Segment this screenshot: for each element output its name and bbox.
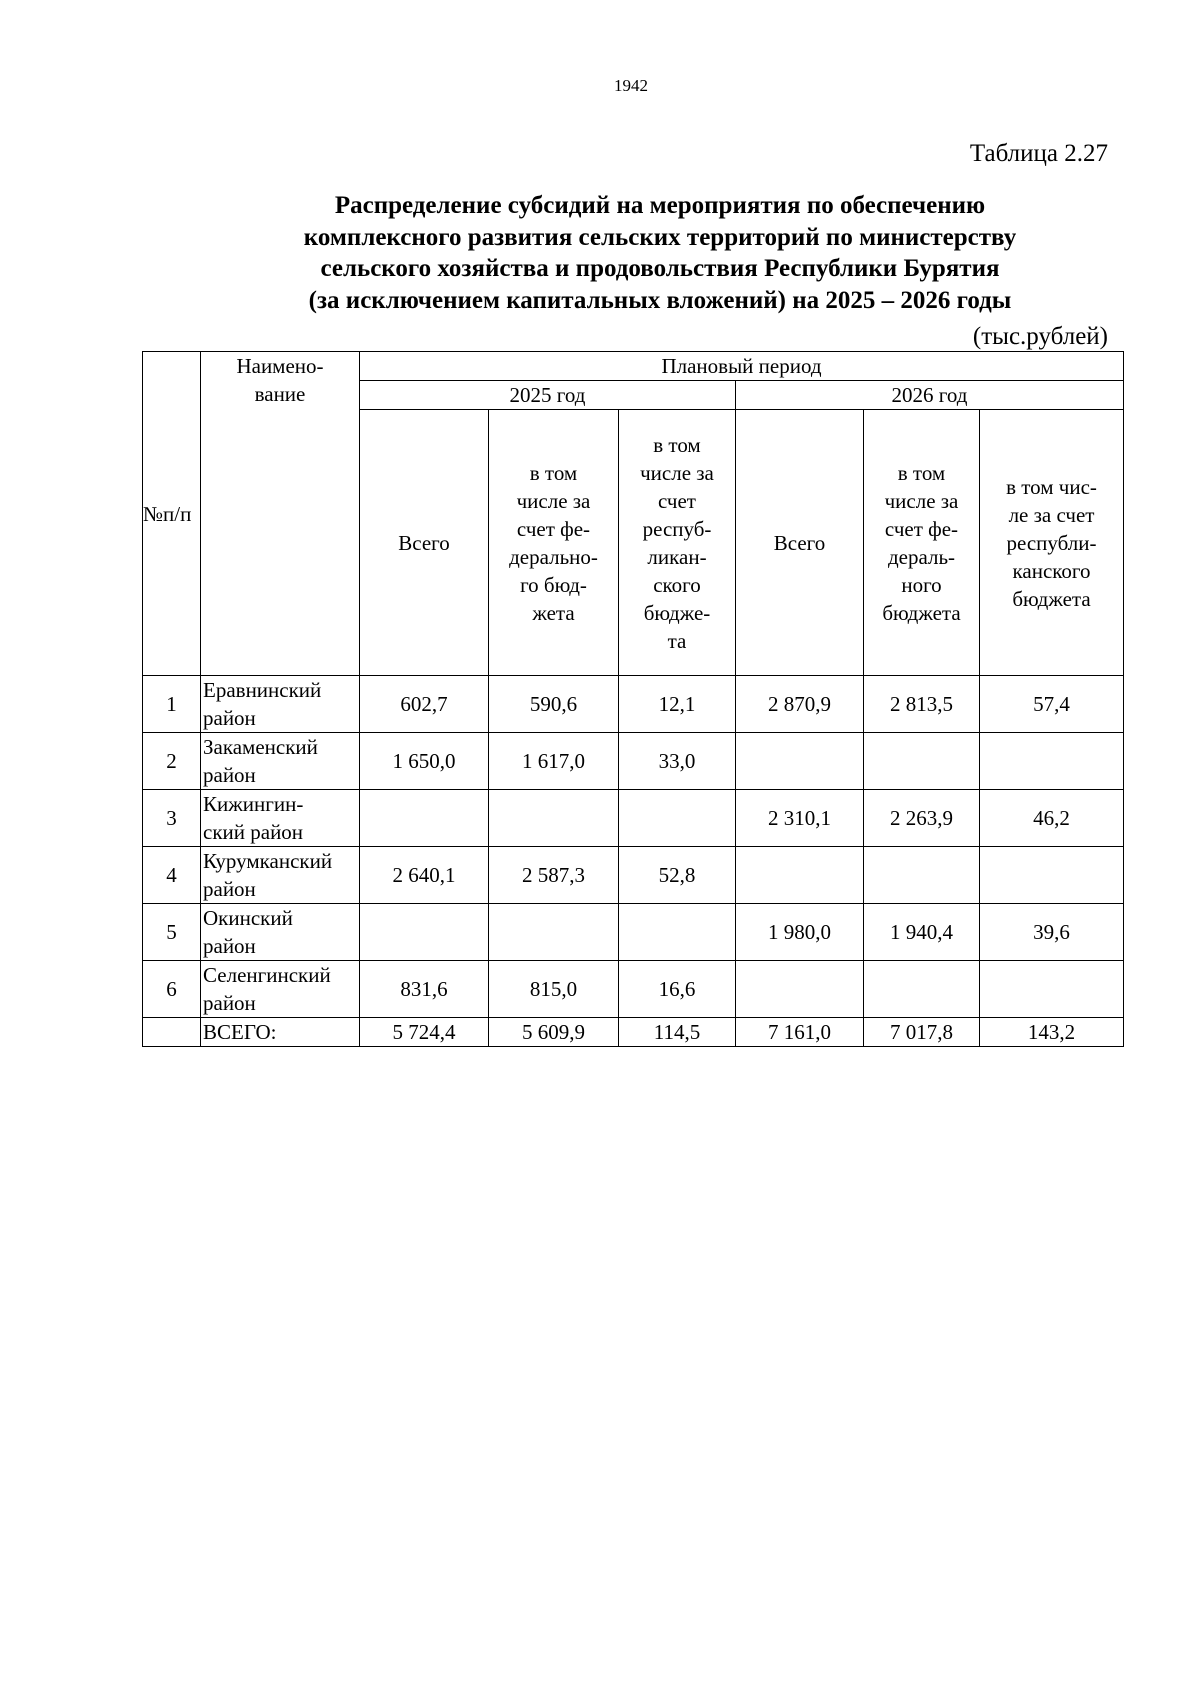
value-total-2026: 2 310,1 xyxy=(736,790,864,847)
header-republic-2025-text: в том числе за счет респуб- ликан- ского бюдже- та xyxy=(640,432,714,653)
value-republic-2026: 39,6 xyxy=(980,904,1124,961)
header-federal-2025 xyxy=(489,410,619,676)
row-number: 5 xyxy=(143,904,201,961)
header-name-text: Наимено- вание xyxy=(236,354,324,406)
title-line: сельского хозяйства и продовольствия Республики Бурятия xyxy=(320,255,1000,282)
title-line: Распределение субсидий на мероприятия по обеспечению xyxy=(334,192,986,219)
value-federal-2025: 1 617,0 xyxy=(489,733,619,790)
value-federal-2026 xyxy=(864,733,980,790)
row-number: 6 xyxy=(143,961,201,1018)
value-republic-2026 xyxy=(980,961,1124,1018)
value-federal-2026 xyxy=(864,961,980,1018)
value-federal-2026: 1 940,4 xyxy=(864,904,980,961)
units-label: (тыс.рублей) xyxy=(972,323,1108,350)
district-name xyxy=(201,847,360,904)
district-name-text: Курумканский район xyxy=(203,849,333,901)
value-federal-2025: 590,6 xyxy=(489,676,619,733)
total-label: ВСЕГО: xyxy=(201,1018,360,1047)
header-republic-2025 xyxy=(619,410,736,676)
table-label: Таблица 2.27 xyxy=(969,140,1108,167)
subsidy-table xyxy=(142,351,1124,1047)
header-total-2026: Всего xyxy=(736,410,864,676)
district-name-text: Кижингин- ский район xyxy=(203,792,304,844)
page-number: 1942 xyxy=(614,76,648,95)
total-republic-2025: 114,5 xyxy=(619,1018,736,1047)
value-total-2026 xyxy=(736,733,864,790)
header-federal-2026 xyxy=(864,410,980,676)
value-federal-2026 xyxy=(864,847,980,904)
value-total-2026: 2 870,9 xyxy=(736,676,864,733)
value-federal-2026: 2 263,9 xyxy=(864,790,980,847)
header-year-2026: 2026 год xyxy=(736,381,1124,410)
title-line: комплексного развития сельских территорий по министерству xyxy=(303,223,1017,251)
value-total-2025: 2 640,1 xyxy=(360,847,489,904)
district-name xyxy=(201,961,360,1018)
header-federal-2026-text: в том числе за счет фе- дераль- ного бюджета xyxy=(882,460,961,625)
district-name-text: Окинский район xyxy=(203,906,293,958)
value-total-2026: 1 980,0 xyxy=(736,904,864,961)
header-year-2025: 2025 год xyxy=(360,381,736,410)
value-republic-2025 xyxy=(619,790,736,847)
total-value-2026: 7 161,0 xyxy=(736,1018,864,1047)
row-number: 3 xyxy=(143,790,201,847)
total-value-2025: 5 724,4 xyxy=(360,1018,489,1047)
value-republic-2026 xyxy=(980,847,1124,904)
table-row xyxy=(143,676,1124,733)
row-number: 2 xyxy=(143,733,201,790)
district-name xyxy=(201,790,360,847)
value-federal-2026: 2 813,5 xyxy=(864,676,980,733)
value-republic-2025: 16,6 xyxy=(619,961,736,1018)
district-name xyxy=(201,904,360,961)
total-federal-2025: 5 609,9 xyxy=(489,1018,619,1047)
district-name xyxy=(201,676,360,733)
value-republic-2026: 57,4 xyxy=(980,676,1124,733)
header-total-2025: Всего xyxy=(360,410,489,676)
value-total-2025: 1 650,0 xyxy=(360,733,489,790)
total-federal-2026: 7 017,8 xyxy=(864,1018,980,1047)
header-republic-2026-text: в том чис- ле за счет республи- канского бюджета xyxy=(1006,474,1097,611)
value-republic-2025: 33,0 xyxy=(619,733,736,790)
value-total-2025 xyxy=(360,790,489,847)
district-name-text: Селенгинский район xyxy=(203,963,331,1015)
document-title xyxy=(140,190,1180,316)
table-row xyxy=(143,733,1124,790)
table-row xyxy=(143,904,1124,961)
row-number: 1 xyxy=(143,676,201,733)
value-federal-2025: 2 587,3 xyxy=(489,847,619,904)
value-total-2025: 831,6 xyxy=(360,961,489,1018)
value-total-2025 xyxy=(360,904,489,961)
header-planned-period: Плановый период xyxy=(360,352,1124,381)
value-republic-2025: 52,8 xyxy=(619,847,736,904)
header-federal-2025-text: в том числе за счет фе- дерально- го бюд- жета xyxy=(509,460,598,625)
value-total-2026 xyxy=(736,961,864,1018)
table-row xyxy=(143,961,1124,1018)
value-republic-2026 xyxy=(980,733,1124,790)
table-row xyxy=(143,847,1124,904)
value-republic-2025: 12,1 xyxy=(619,676,736,733)
title-line: (за исключением капитальных вложений) на 2025 – 2026 годы xyxy=(308,286,1012,314)
total-republic-2026: 143,2 xyxy=(980,1018,1124,1047)
value-federal-2025 xyxy=(489,904,619,961)
value-republic-2026: 46,2 xyxy=(980,790,1124,847)
district-name-text: Закаменский район xyxy=(203,735,318,787)
value-federal-2025: 815,0 xyxy=(489,961,619,1018)
header-republic-2026 xyxy=(980,410,1124,676)
header-name xyxy=(201,352,360,676)
value-total-2025: 602,7 xyxy=(360,676,489,733)
district-name xyxy=(201,733,360,790)
header-num: №п/п xyxy=(143,352,201,676)
total-row xyxy=(143,1018,1124,1047)
value-total-2026 xyxy=(736,847,864,904)
total-empty-cell xyxy=(143,1018,201,1047)
district-name-text: Еравнинский район xyxy=(203,678,322,730)
value-federal-2025 xyxy=(489,790,619,847)
row-number: 4 xyxy=(143,847,201,904)
value-republic-2025 xyxy=(619,904,736,961)
table-row xyxy=(143,790,1124,847)
